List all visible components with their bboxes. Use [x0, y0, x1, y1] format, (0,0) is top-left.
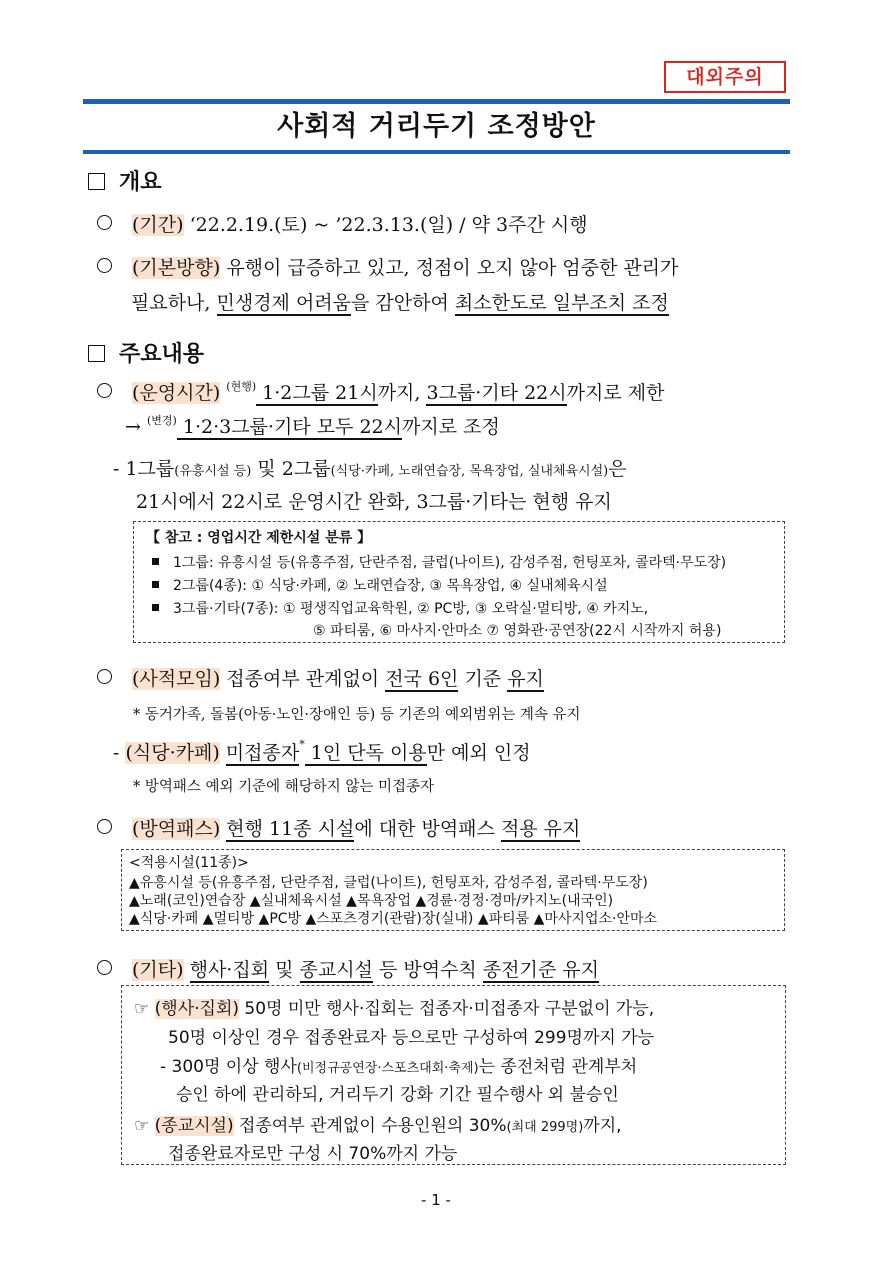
section-heading-main: 주요내용 [88, 337, 204, 368]
basic-direction-line-2: 필요하나, 민생경제 어려움을 감안하여 최소한도로 일부조치 조정 [131, 292, 669, 314]
reference-row: 2그룹(4종): ① 식당·카페, ② 노래연습장, ③ 목욕장업, ④ 실내체육시설 [152, 575, 608, 595]
hours-change-line: → $^{(변경)}$ 1·2·3그룹·기타 모두 22시까지로 조정 [125, 414, 500, 438]
circle-bullet-icon [97, 215, 112, 230]
pass-box-title: <적용시설(11종)> [129, 855, 249, 871]
religious-line-2: 접종완료자로만 구성 시 70%까지 가능 [168, 1144, 458, 1164]
etc-line: (기타) 행사·집회 및 종교시설 등 방역수칙 종전기준 유지 [97, 955, 599, 982]
square-bullet-icon [152, 604, 159, 611]
reference-row: 1그룹: 유흥시설 등(유흥주점, 단란주점, 클럽(나이트), 감성주점, 헌팅포차, 콜라텍·무도장) [152, 552, 726, 572]
hours-line: (운영시간) $^{(현행)}$ 1·2그룹 21시까지, 3그룹·기타 22시까지로 제한 [97, 378, 664, 405]
large-events-line: - 300명 이상 행사(비정규공연장·스포츠대회·축제)는 종전처럼 관계부처 [160, 1057, 638, 1077]
cafe-line: - (식당·카페) 미접종자* 1인 단독 이용만 예외 인정 [113, 738, 531, 764]
pass-line: (방역패스) 현행 11종 시설에 대한 방역패스 적용 유지 [97, 814, 580, 841]
gathering-note: * 동거가족, 돌봄(아동·노인·장애인 등) 등 기존의 예외범위는 계속 유지 [133, 707, 581, 723]
events-line-2: 50명 이상인 경우 접종완료자 등으로만 구성하여 299명까지 가능 [168, 1028, 655, 1048]
gathering-line: (사적모임) 접종여부 관계없이 전국 6인 기준 유지 [97, 664, 544, 691]
circle-bullet-icon [97, 258, 112, 273]
square-bullet-icon [152, 558, 159, 565]
pointing-hand-icon: ☞ [134, 1116, 150, 1136]
circle-bullet-icon [97, 960, 112, 975]
large-events-line-2: 승인 하에 관리하되, 거리두기 강화 기간 필수행사 외 불승인 [176, 1085, 619, 1105]
religious-line: ☞ (종교시설) 접종여부 관계없이 수용인원의 30%(최대 299명)까지, [134, 1116, 622, 1136]
reference-row-cont: ⑤ 파티룸, ⑥ 마사지·안마소 ⑦ 영화관·공연장(22시 시작까지 허용) [313, 623, 722, 639]
events-line: ☞ (행사·집회) 50명 미만 행사·집회는 접종자·미접종자 구분없이 가능, [134, 999, 655, 1019]
cafe-note: * 방역패스 예외 기준에 해당하지 않는 미접종자 [133, 779, 435, 795]
page-number: - 1 - [421, 1191, 451, 1209]
square-bullet-icon [88, 173, 105, 190]
pass-box-row: ▲노래(코인)연습장 ▲실내체육시설 ▲목욕장업 ▲경륜·경정·경마/카지노(내국인) [129, 893, 614, 909]
circle-bullet-icon [97, 669, 112, 684]
period-line: (기간) ‘22.2.19.(토) ~ ’22.3.13.(일) / 약 3주간 시행 [97, 210, 588, 237]
document-title: 사회적 거리두기 조정방안 [83, 99, 790, 154]
square-bullet-icon [152, 581, 159, 588]
reference-title: 【 참고 : 영업시간 제한시설 분류 】 [146, 530, 372, 546]
pointing-hand-icon: ☞ [134, 999, 150, 1019]
pass-box-row: ▲식당·카페 ▲멀티방 ▲PC방 ▲스포츠경기(관람)장(실내) ▲파티룸 ▲마사지업소·안마소 [129, 911, 658, 927]
group-relax-line-2: 21시에서 22시로 운영시간 완화, 3그룹·기타는 현행 유지 [136, 491, 612, 513]
square-bullet-icon [88, 345, 105, 362]
pass-box-row: ▲유흥시설 등(유흥주점, 단란주점, 클럽(나이트), 헌팅포차, 감성주점, 콜라텍·무도장) [129, 875, 648, 891]
circle-bullet-icon [97, 383, 112, 398]
reference-row: 3그룹·기타(7종): ① 평생직업교육학원, ② PC방, ③ 오락실·멀티방, ④ 카지노, [152, 598, 648, 618]
circle-bullet-icon [97, 819, 112, 834]
confidentiality-stamp: 대외주의 [664, 61, 786, 93]
group-relax-line: - 1그룹(유흥시설 등) 및 2그룹(식당·카페, 노래연습장, 목욕장업, 실내체육시설)은 [113, 458, 627, 480]
section-heading-overview: 개요 [88, 165, 162, 196]
basic-direction-line: (기본방향) 유행이 급증하고 있고, 정점이 오지 않아 엄중한 관리가 [97, 253, 678, 280]
